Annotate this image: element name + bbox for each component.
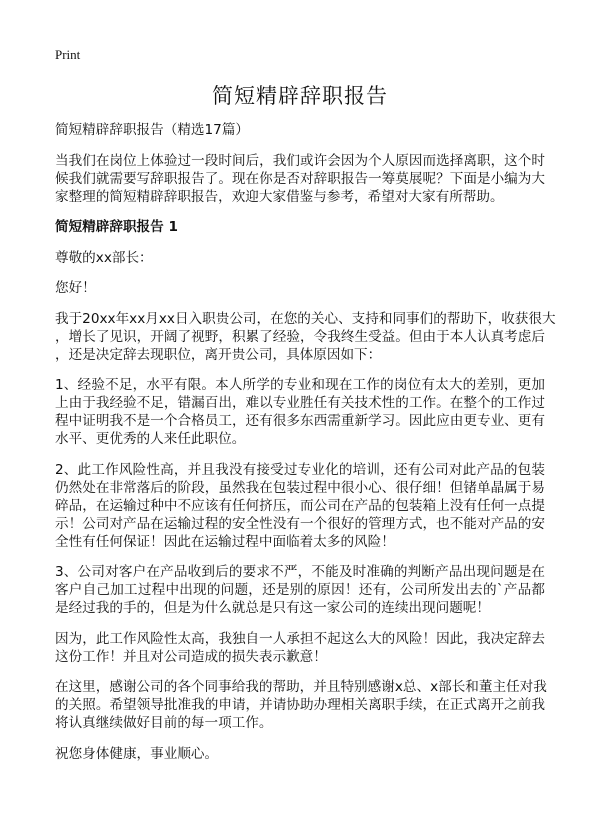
text-line: 祝您身体健康，事业顺心。 — [55, 745, 219, 762]
text-line: 是经过我的手的，但是为什么就总是只有这一家公司的连续出现问题呢！ — [55, 600, 490, 616]
text-line: 仍然处在非常落后的阶段，虽然我在包装过程中很小心、很仔细！但锗单晶属于易 — [55, 479, 545, 496]
print-link[interactable]: Print — [55, 47, 81, 62]
text-line: 水平、更优秀的人来任此职位。 — [55, 431, 246, 447]
text-line: 将认真继续做好目前的每一项工作。 — [55, 715, 273, 731]
text-line: 示！公司对产品在运输过程的安全性没有一个很好的管理方式，也不能对产品的安 — [55, 515, 545, 532]
paragraph — [55, 630, 545, 666]
text-line: 当我们在岗位上体验过一段时间后，我们或许会因为个人原因而选择离职，这个时 — [55, 152, 545, 169]
text-line: 尊敬的xx部长： — [55, 249, 153, 266]
document-body — [55, 121, 556, 775]
text-line: 碎品，在运输过种中不应该有任何挤压，而公司在产品的包装箱上没有任何一点提 — [55, 497, 545, 514]
text-line: 上由于我经验不足，错漏百出，难以专业胜任有关技术性的工作。在整个的工作过 — [55, 395, 545, 411]
paragraph — [55, 745, 545, 763]
paragraph — [55, 249, 545, 267]
paragraph — [55, 461, 545, 551]
text-line: 2、此工作风险性高，并且我没有接受过专业化的培训，还有公司对此产品的包装 — [55, 461, 545, 478]
text-line: 家整理的简短精辟辞职报告，欢迎大家借鉴与参考，希望对大家有所帮助。 — [55, 188, 504, 205]
text-line: 3、公司对客户在产品收到后的要求不严，不能及时准确的判断产品出现问题是在 — [55, 564, 545, 580]
text-line: 在这里，感谢公司的各个同事给我的帮助，并且特别感谢x总、x部长和董主任对我 — [55, 679, 547, 695]
paragraph — [55, 678, 545, 732]
text-line: 简短精辟辞职报告 1 — [55, 219, 178, 235]
text-line: 客户自己加工过程中出现的问题，还是别的原因！还有，公司所发出去的`产品都 — [55, 582, 545, 598]
text-line: ，还是决定辞去现职位，离开贵公司，具体原因如下： — [55, 346, 382, 363]
text-line: 我于20xx年xx月xx日入职贵公司，在您的关心、支持和同事们的帮助下，收获很大 — [55, 310, 556, 327]
text-line: 全性有任何保证！因此在运输过程中面临着太多的风险！ — [55, 533, 395, 550]
paragraph — [55, 310, 556, 364]
paragraph — [55, 152, 545, 206]
text-line: 候我们就需要写辞职报告了。现在你是否对辞职报告一筹莫展呢？下面是小编为大 — [55, 170, 545, 187]
paragraph — [55, 376, 545, 448]
section-heading — [55, 218, 545, 236]
text-line: 因为，此工作风险性太高，我独自一人承担不起这么大的风险！因此，我决定辞去 — [55, 630, 545, 647]
text-line: 简短精辟辞职报告（精选17篇） — [55, 122, 250, 138]
text-line: 1、经验不足，水平有限。本人所学的专业和现在工作的岗位有太大的差别，更加 — [55, 377, 545, 393]
text-line: 程中证明我不是一个合格员工，还有很多东西需重新学习。因此应由更专业、更有 — [55, 413, 545, 429]
paragraph — [55, 121, 545, 139]
paragraph — [55, 279, 545, 297]
text-line: 您好！ — [55, 280, 96, 296]
text-line: ，增长了见识，开阔了视野，积累了经验，令我终生受益。但由于本人认真考虑后 — [55, 328, 545, 345]
paragraph — [55, 563, 545, 617]
text-line: 这份工作！并且对公司造成的损失表示歉意！ — [55, 648, 327, 665]
page-title: 简短精辟辞职报告 — [212, 84, 388, 108]
text-line: 的关照。希望领导批准我的申请，并请协助办理相关离职手续，在正式离开之前我 — [55, 697, 545, 713]
